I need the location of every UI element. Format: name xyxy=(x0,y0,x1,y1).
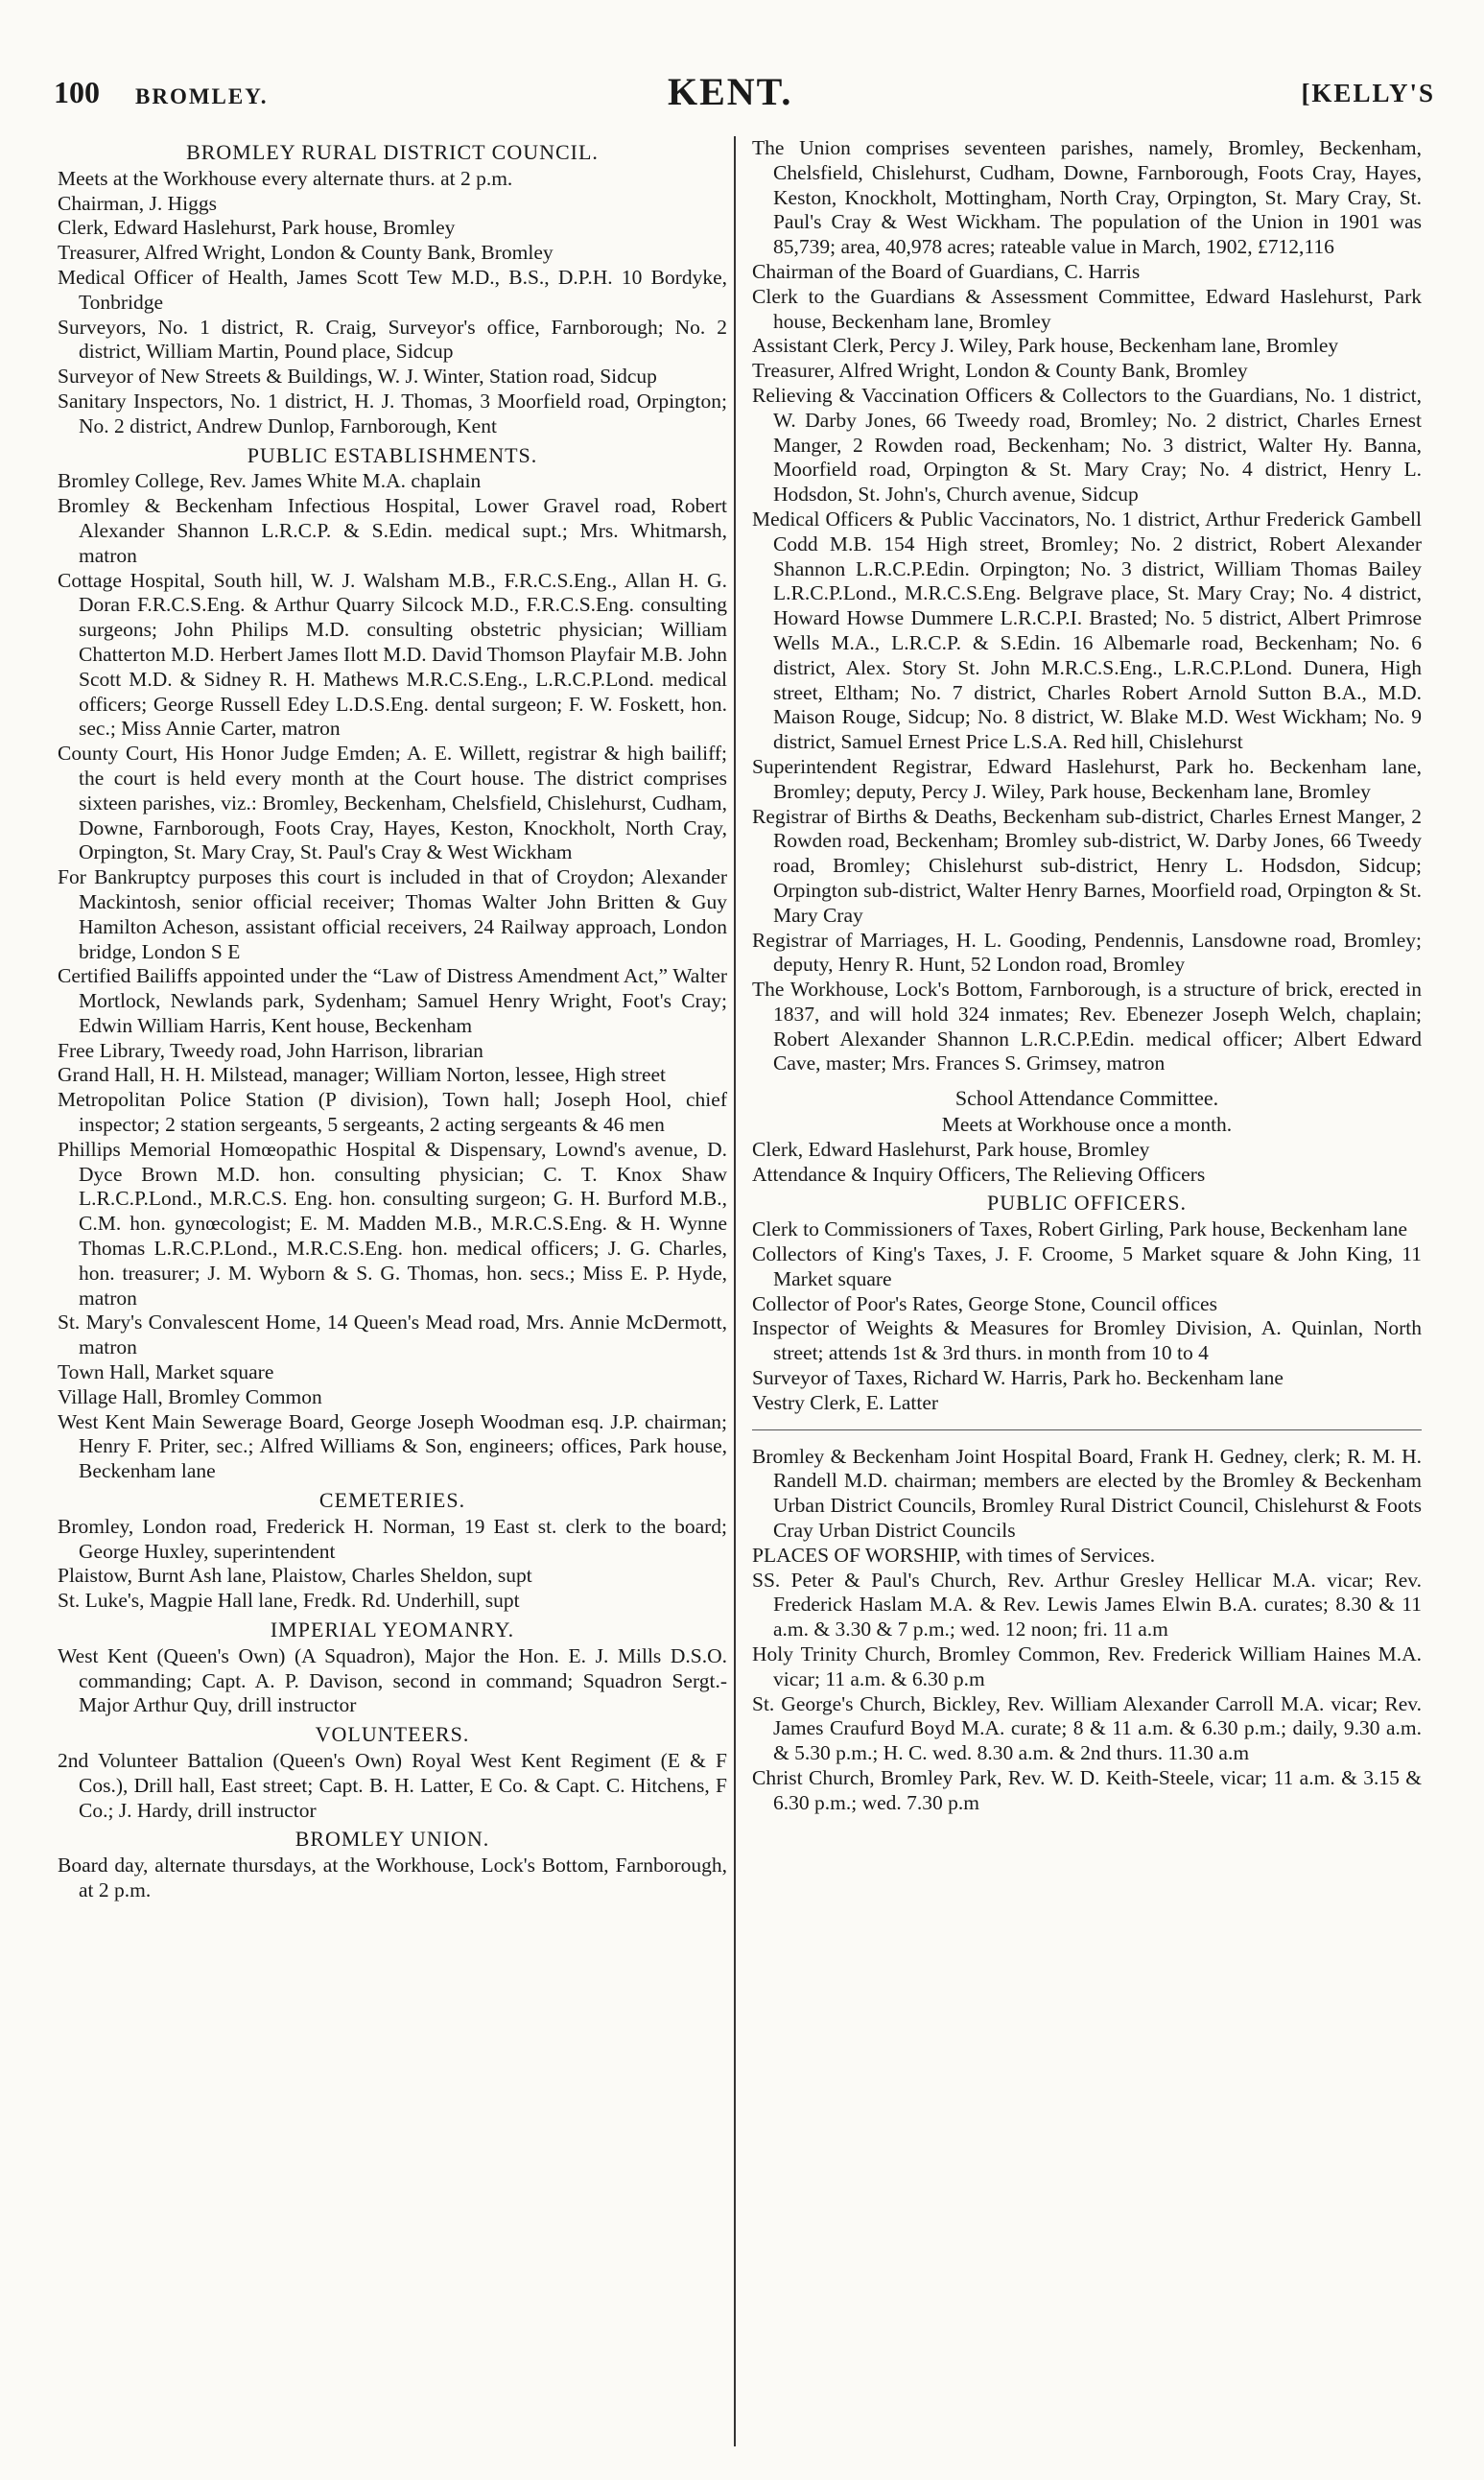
directory-entry: Christ Church, Bromley Park, Rev. W. D. Keith-Steele, vicar; 11 a.m. & 3.15 & 6.30 p.m.; wed. 7.30 p.m xyxy=(752,1766,1422,1814)
directory-entry: County Court, His Honor Judge Emden; A. E. Willett, registrar & high bailiff; the court is held every month at the Court house. The district comprises sixteen parishes, viz.: Bromley, Beckenham, Chelsfield, Chislehurst, Cudham, Downe, Farnborough, Foots Cray, Hayes, Keston, Knockholt, North Cray, Orpington, St. Mary Cray, St. Paul's Cray & West Wickham xyxy=(58,742,727,864)
directory-entry: Town Hall, Market square xyxy=(58,1360,274,1384)
directory-entry: Surveyor of Taxes, Richard W. Harris, Park ho. Beckenham lane xyxy=(752,1366,1284,1390)
directory-entry: Holy Trinity Church, Bromley Common, Rev. Frederick William Haines M.A. vicar; 11 a.m. & 6.30 p.m xyxy=(752,1642,1422,1690)
directory-entry: Clerk, Edward Haslehurst, Park house, Bromley xyxy=(58,216,456,240)
directory-entry: Free Library, Tweedy road, John Harrison, librarian xyxy=(58,1038,483,1062)
directory-entry: Inspector of Weights & Measures for Bromley Division, A. Quinlan, North street; attends 1st & 3rd thurs. in month from 10 to 4 xyxy=(752,1316,1422,1365)
directory-entry: Attendance & Inquiry Officers, The Relieving Officers xyxy=(752,1162,1206,1186)
directory-entry: Grand Hall, H. H. Milstead, manager; William Norton, lessee, High street xyxy=(58,1063,667,1087)
directory-entry: Surveyor of New Streets & Buildings, W. J. Winter, Station road, Sidcup xyxy=(58,365,657,389)
directory-entry: Registrar of Marriages, H. L. Gooding, Pendennis, Lansdowne road, Bromley; deputy, Henry R. Hunt, 52 London road, Bromley xyxy=(752,928,1422,977)
directory-entry: West Kent (Queen's Own) (A Squadron), Major the Hon. E. J. Mills D.S.O. commanding; Capt. A. P. Davison, second in command; Squadron Sergt.-Major Arthur Quy, drill instructor xyxy=(58,1643,727,1717)
directory-entry: Relieving & Vaccination Officers & Collectors to the Guardians, No. 1 district, W. Darby Jones, 66 Tweedy road, Bromley; No. 2 district, Charles Ernest Manger, 2 Rowden road, Beckenham; No. 3 district, Walter Hy. Banna, Moorfield road, Orpington & St. Mary Cray; No. 4 district, Henry L. Hodsdon, St. John's, Church avenue, Sidcup xyxy=(752,383,1422,507)
subsection-heading: School Attendance Committee. xyxy=(954,1086,1219,1111)
directory-entry: St. Mary's Convalescent Home, 14 Queen's Mead road, Mrs. Annie McDermott, matron xyxy=(58,1311,727,1359)
directory-entry: Medical Officer of Health, James Scott Tew M.D., B.S., D.P.H. 10 Bordyke, Tonbridge xyxy=(58,265,727,314)
directory-entry: Clerk to Commissioners of Taxes, Robert Girling, Park house, Beckenham lane xyxy=(752,1217,1407,1241)
directory-entry: The Union comprises seventeen parishes, namely, Bromley, Beckenham, Chelsfield, Chislehurst, Cudham, Downe, Farnborough, Foots Cray, Hayes, Keston, Knockholt, Mottingham, North Cray, Orpington, St. Mary Cray, St. Paul's Cray & West Wickham. The population of the Union in 1901 was 85,739; area, 40,978 acres; rateable value in March, 1902, £712,116 xyxy=(752,136,1422,259)
directory-entry: West Kent Main Sewerage Board, George Joseph Woodman esq. J.P. chairman; Henry F. Priter, sec.; Alfred Williams & Son, engineers; offices, Park house, Beckenham lane xyxy=(58,1409,727,1483)
directory-entry: Clerk, Edward Haslehurst, Park house, Bromley xyxy=(752,1137,1150,1161)
directory-entry: Metropolitan Police Station (P division), Town hall; Joseph Hool, chief inspector; 2 station sergeants, 5 sergeants, 2 acting sergeants & 46 men xyxy=(58,1088,727,1137)
section-heading: BROMLEY UNION. xyxy=(294,1827,490,1852)
directory-entry: Bromley College, Rev. James White M.A. chaplain xyxy=(58,469,482,493)
section-heading: PUBLIC OFFICERS. xyxy=(987,1191,1187,1216)
subsection-note: Meets at Workhouse once a month. xyxy=(941,1113,1233,1137)
directory-entry: Board day, alternate thursdays, at the Workhouse, Lock's Bottom, Farnborough, at 2 p.m. xyxy=(58,1854,727,1901)
left-column xyxy=(58,136,727,1903)
running-head-town: BROMLEY. xyxy=(135,84,269,108)
directory-entry: St. Luke's, Magpie Hall lane, Fredk. Rd. Underhill, supt xyxy=(58,1589,520,1613)
directory-entry: St. George's Church, Bickley, Rev. William Alexander Carroll M.A. vicar; Rev. James Craufurd Boyd M.A. curate; 8 & 11 a.m. & 6.30 p.m.; daily, 9.30 a.m. & 5.30 p.m.; H. C. wed. 8.30 a.m. & 2nd thurs. 11.30 a.m xyxy=(752,1691,1422,1765)
directory-entry: Surveyors, No. 1 district, R. Craig, Surveyor's office, Farnborough; No. 2 district, William Martin, Pound place, Sidcup xyxy=(58,315,727,364)
directory-entry: Phillips Memorial Homœopathic Hospital & Dispensary, Lownd's avenue, D. Dyce Brown M.D. hon. consulting physician; C. T. Knox Shaw L.R.C.P.Lond., M.R.C.S. Eng. hon. consulting surgeon; G. H. Burford M.B., C.M. hon. gynœcologist; E. M. Madden M.B., M.R.C.S.Eng. & H. Wynne Thomas L.R.C.P.Lond., M.R.C.S.Eng. hon. medical officers; J. G. Charles, hon. treasurer; J. M. Wyborn & S. G. Thomas, hon. secs.; Miss E. P. Hyde, matron xyxy=(58,1137,727,1310)
section-divider xyxy=(752,1429,1422,1431)
directory-entry: Cottage Hospital, South hill, W. J. Walsham M.B., F.R.C.S.Eng., Allan H. G. Doran F.R.C.S.Eng. & Arthur Quarry Silcock M.D., F.R.C.S.Eng. consulting surgeons; John Philips M.D. consulting obstetric physician; William Chatterton M.D. Herbert James Ilott M.D. David Thomson Playfair M.B. John Scott M.D. & Sidney R. H. Mathews M.R.C.S.Eng., L.R.C.P.Lond. medical officers; George Russell Edey L.D.S.Eng. dental surgeon; F. W. Foskett, hon. sec.; Miss Annie Carter, matron xyxy=(58,568,727,741)
page-number: 100 xyxy=(54,75,100,109)
directory-entry: Village Hall, Bromley Common xyxy=(58,1384,322,1408)
directory-entry: Treasurer, Alfred Wright, London & County Bank, Bromley xyxy=(752,359,1248,383)
section-heading: PUBLIC ESTABLISHMENTS. xyxy=(247,442,538,467)
section-heading: CEMETERIES. xyxy=(318,1488,466,1513)
directory-entry: Sanitary Inspectors, No. 1 district, H. J. Thomas, 3 Moorfield road, Orpington; No. 2 district, Andrew Dunlop, Farnborough, Kent xyxy=(58,389,727,437)
directory-entry: Bromley & Beckenham Joint Hospital Board, Frank H. Gedney, clerk; R. M. H. Randell M.D. chairman; members are elected by the Bromley & Beckenham Urban District Councils, Bromley Rural District Council, Chislehurst & Foots Cray Urban District Councils xyxy=(752,1444,1422,1543)
running-head-county: KENT. xyxy=(668,70,793,113)
directory-entry: Chairman of the Board of Guardians, C. Harris xyxy=(752,259,1141,283)
directory-entry: The Workhouse, Lock's Bottom, Farnborough, is a structure of brick, erected in 1837, and will hold 324 inmates; Rev. Ebenezer Joseph Welch, chaplain; Robert Alexander Shannon L.R.C.P.Edin. medical officer; Albert Edward Cave, master; Mrs. Frances S. Grimsey, matron xyxy=(752,978,1422,1075)
directory-entry: Bromley & Beckenham Infectious Hospital, Lower Gravel road, Robert Alexander Shannon L.R.C.P. & S.Edin. medical supt.; Mrs. Whitmarsh, matron xyxy=(58,494,727,567)
directory-entry: 2nd Volunteer Battalion (Queen's Own) Royal West Kent Regiment (E & F Cos.), Drill hall, East street; Capt. B. H. Latter, E Co. & Capt. C. Hitchens, F Co.; J. Hardy, drill instructor xyxy=(58,1749,727,1822)
right-column xyxy=(752,136,1422,1816)
directory-entry: PLACES OF WORSHIP, with times of Services. xyxy=(752,1543,1156,1567)
directory-entry: Collector of Poor's Rates, George Stone, Council offices xyxy=(752,1291,1217,1315)
page-header xyxy=(54,67,1435,125)
directory-entry: Vestry Clerk, E. Latter xyxy=(752,1390,939,1414)
directory-entry: SS. Peter & Paul's Church, Rev. Arthur Gresley Hellicar M.A. vicar; Rev. Frederick Haslam M.A. & Rev. Lewis James Elwin B.A. curates; 8.30 & 11 a.m. & 3.30 & 7 p.m.; wed. 12 noon; fri. 11 a.m xyxy=(752,1568,1422,1642)
directory-entry: Plaistow, Burnt Ash lane, Plaistow, Charles Sheldon, supt xyxy=(58,1564,532,1588)
directory-entry: Registrar of Births & Deaths, Beckenham sub-district, Charles Ernest Manger, 2 Rowden road, Beckenham; Bromley sub-district, W. Darby Jones, 66 Tweedy road, Bromley; Chislehurst sub-district, Henry L. Hodsdon, Sidcup; Orpington sub-district, Walter Henry Barnes, Moorfield road, Orpington & St. Mary Cray xyxy=(752,804,1422,927)
running-head-publisher: [KELLY'S xyxy=(1301,79,1435,107)
column-rule xyxy=(734,136,736,2446)
directory-entry: Bromley, London road, Frederick H. Norman, 19 East st. clerk to the board; George Huxley, superintendent xyxy=(58,1514,727,1563)
section-heading: VOLUNTEERS. xyxy=(315,1722,470,1747)
directory-entry: Treasurer, Alfred Wright, London & County Bank, Bromley xyxy=(58,241,554,265)
directory-entry: Collectors of King's Taxes, J. F. Croome, 5 Market square & John King, 11 Market square xyxy=(752,1242,1422,1290)
directory-entry: Chairman, J. Higgs xyxy=(58,191,218,215)
directory-entry: Medical Officers & Public Vaccinators, No. 1 district, Arthur Frederick Gambell Codd M.B. 154 High street, Bromley; No. 2 district, Robert Alexander Shannon L.R.C.P.Edin. Orpington; No. 3 district, William Thomas Bailey L.R.C.P.Lond., M.R.C.S.Eng. Belgrave place, St. Mary Cray; No. 4 district, Howard Howse Dummere L.R.C.P.I. Brasted; No. 5 district, Albert Primrose Wells M.A., L.R.C.P. & S.Edin. 16 Albemarle road, Beckenham; No. 6 district, Alex. Story St. John M.R.C.S.Eng., L.R.C.P.Lond. Dunera, High street, Eltham; No. 7 district, Charles Robert Arnold Sutton B.A., M.D. Maison Rouge, Sidcup; No. 8 district, W. Blake M.D. West Wickham; No. 9 district, Samuel Ernest Price L.S.A. Red hill, Chislehurst xyxy=(752,507,1422,754)
directory-entry: Assistant Clerk, Percy J. Wiley, Park house, Beckenham lane, Bromley xyxy=(752,334,1339,358)
section-heading: BROMLEY RURAL DISTRICT COUNCIL. xyxy=(186,140,599,164)
section-heading: IMPERIAL YEOMANRY. xyxy=(270,1618,515,1642)
directory-entry: Meets at the Workhouse every alternate thurs. at 2 p.m. xyxy=(58,166,513,190)
directory-entry: Superintendent Registrar, Edward Haslehurst, Park ho. Beckenham lane, Bromley; deputy, Percy J. Wiley, Park house, Beckenham lane, Bromley xyxy=(752,754,1422,803)
directory-entry: Clerk to the Guardians & Assessment Committee, Edward Haslehurst, Park house, Beckenham lane, Bromley xyxy=(752,284,1422,333)
directory-entry: For Bankruptcy purposes this court is included in that of Croydon; Alexander Mackintosh, senior official receiver; Thomas Walter John Britten & Guy Hamilton Acheson, assistant official receivers, 24 Railway approach, London bridge, London S E xyxy=(58,865,727,963)
directory-entry: Certified Bailiffs appointed under the “Law of Distress Amendment Act,” Walter Mortlock, Newlands park, Sydenham; Samuel Henry Wright, Foot's Cray; Edwin William Harris, Kent house, Beckenham xyxy=(58,964,727,1037)
